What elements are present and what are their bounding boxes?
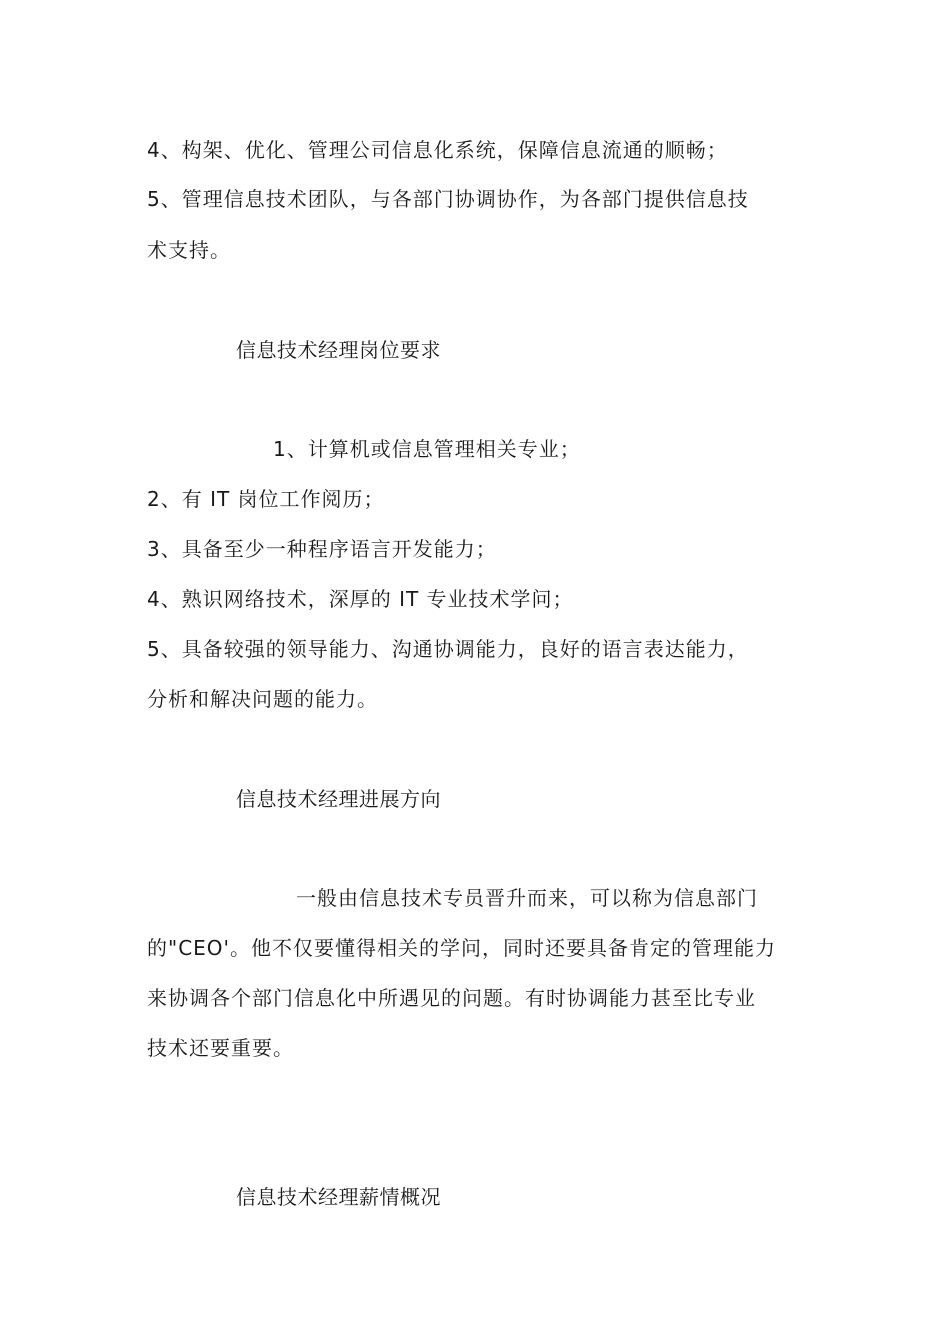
development-paragraph-line-4: 技术还要重要。 xyxy=(147,1036,294,1060)
duty-item-4: 4、构架、优化、管理公司信息化系统，保障信息流通的顺畅； xyxy=(147,138,728,162)
development-paragraph-line-2: 的"CEO'。他不仅要懂得相关的学问，同时还要具备肯定的管理能力 xyxy=(147,936,777,960)
requirement-item-1: 1、计算机或信息管理相关专业； xyxy=(273,437,581,461)
requirement-item-5: 5、具备较强的领导能力、沟通协调能力，良好的语言表达能力， xyxy=(147,637,749,661)
requirement-item-4: 4、熟识网络技术，深厚的 IT 专业技术学问； xyxy=(147,587,574,611)
requirement-item-2: 2、有 IT 岗位工作阅历； xyxy=(147,487,385,511)
requirement-item-3: 3、具备至少一种程序语言开发能力； xyxy=(147,537,497,561)
salary-heading: 信息技术经理薪情概况 xyxy=(236,1185,441,1209)
development-paragraph-line-1: 一般由信息技术专员晋升而来，可以称为信息部门 xyxy=(296,886,758,910)
development-heading: 信息技术经理进展方向 xyxy=(236,787,441,811)
duty-item-5: 5、管理信息技术团队，与各部门协调协作，为各部门提供信息技 xyxy=(147,187,749,211)
duty-item-5-continuation: 术支持。 xyxy=(147,238,231,262)
requirements-heading: 信息技术经理岗位要求 xyxy=(236,338,441,362)
development-paragraph-line-3: 来协调各个部门信息化中所遇见的问题。有时协调能力甚至比专业 xyxy=(147,986,756,1010)
requirement-item-5-continuation: 分析和解决问题的能力。 xyxy=(147,687,378,711)
